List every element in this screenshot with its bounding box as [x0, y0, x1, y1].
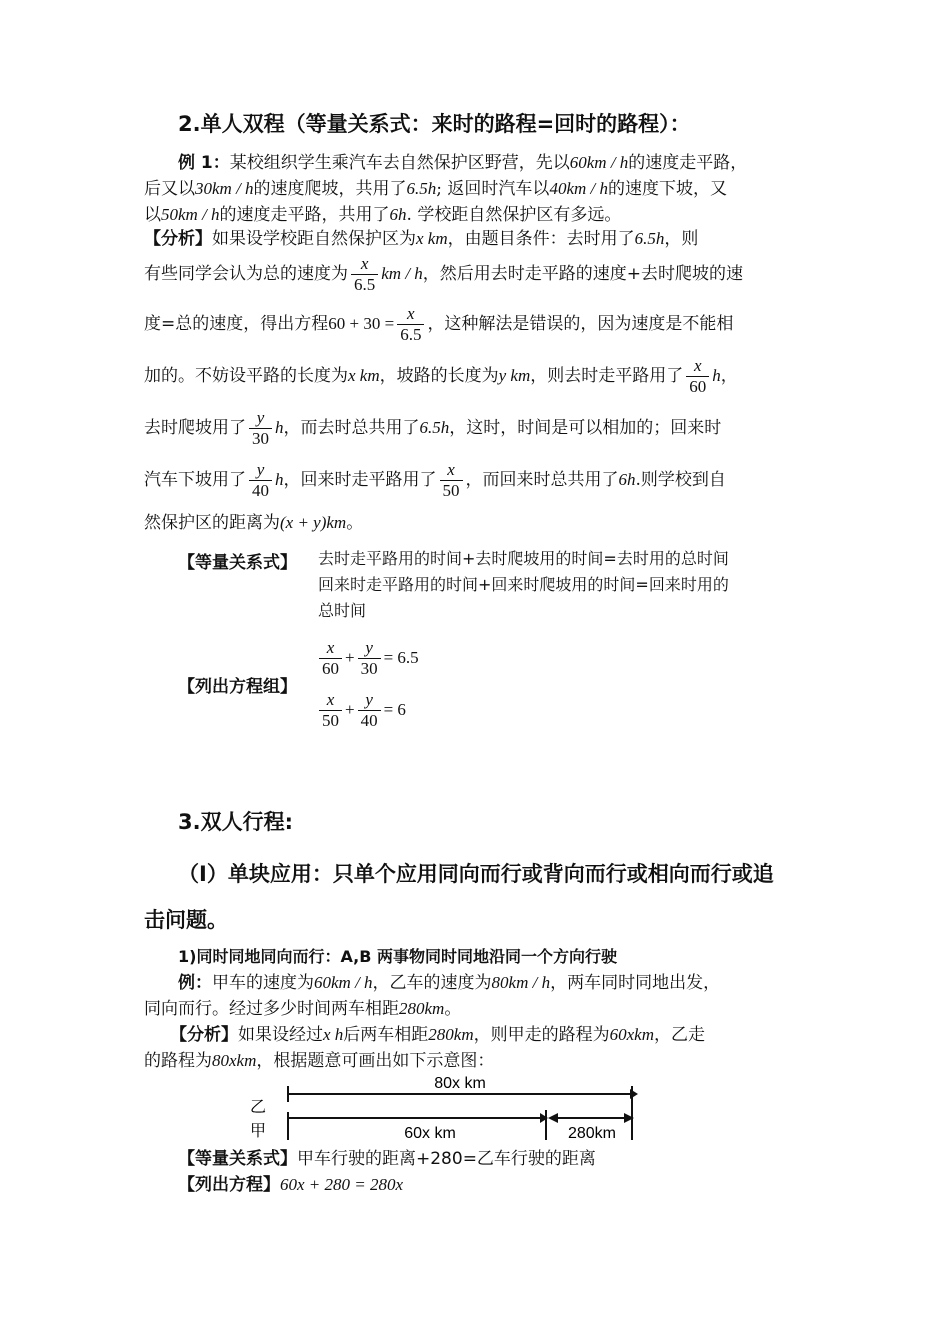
- label-jia: 甲: [250, 1121, 267, 1140]
- analysis-2-line-1: 【分析】如果设经过x h后两车相距280km，则甲走的路程为60xkm，乙走: [170, 1025, 705, 1045]
- label-yi: 乙: [250, 1097, 267, 1116]
- label-280: 280km: [567, 1125, 617, 1142]
- fraction-x-over-60: $\frac{x}{60}$: [686, 356, 709, 397]
- speed-50: 50km / h: [161, 205, 220, 224]
- analysis-line-5: 去时爬坡用了 $\frac{y}{30}$ h，而去时总共用了6.5h，这时，时间是可以相加的；回来时: [144, 408, 722, 448]
- example-1-line-1: 例 1：某校组织学生乘汽车去自然保护区野营，先以60km / h的速度走平路，: [178, 153, 748, 173]
- analysis-line-3: 度=总的速度，得出方程60 + 30 = $\frac{x}{6.5}$ ，这种解法是错误的，因为速度是不能相: [144, 304, 734, 344]
- fraction-x-over-6-5-b: $\frac{x}{6.5}$: [397, 304, 424, 345]
- speed-40: 40km / h: [549, 179, 608, 198]
- analysis-line-4: 加的。不妨设平路的长度为x km，坡路的长度为y km，则去时走平路用了 $\frac{x}{60}$ h，: [144, 356, 738, 396]
- example-2-line-2: 同向而行。经过多少时间两车相距280km。: [144, 999, 462, 1019]
- equal-relation-line-2: 回来时走平路用的时间+回来时爬坡用的时间=回来时用的: [318, 575, 729, 594]
- section-3-heading: 3.双人行程:: [178, 810, 293, 834]
- equal-relation-label: 【等量关系式】: [178, 553, 297, 573]
- arrow-280-head-left: [548, 1113, 558, 1123]
- analysis-label: 【分析】: [144, 229, 212, 249]
- fraction-y-over-40: $\frac{y}{40}$: [249, 460, 272, 501]
- fraction-y-over-30: $\frac{y}{30}$: [249, 408, 272, 449]
- label-60x: 60x km: [404, 1125, 456, 1142]
- example-1-line-2: 后又以30km / h的速度爬坡，共用了6.5h; 返回时汽车以40km / h的速度下坡，又: [144, 179, 727, 199]
- example-1-line-3: 以50km / h的速度走平路，共用了6h. 学校距自然保护区有多远。: [144, 205, 622, 225]
- equal-relation-line-3: 总时间: [318, 601, 367, 620]
- equation-2: $\frac{x}{50}$ + $\frac{y}{40}$ = 6: [316, 690, 406, 731]
- analysis-line-1: 【分析】如果设学校距自然保护区为x km，由题目条件：去时用了6.5h，则: [144, 229, 699, 249]
- example-label: 例 1：: [178, 153, 230, 173]
- equation-1: $\frac{x}{60}$ + $\frac{y}{30}$ = 6.5: [316, 638, 419, 679]
- analysis-line-7: 然保护区的距离为(x + y)km。: [144, 513, 364, 533]
- analysis-line-6: 汽车下坡用了 $\frac{y}{40}$ h，回来时走平路用了 $\frac{x}{50}$ ，而回来时总共用了6h.则学校到自: [144, 460, 726, 500]
- example-2-line-1: 例：甲车的速度为60km / h，乙车的速度为80km / h，两车同时同地出发，: [178, 973, 721, 993]
- analysis-2-line-2: 的路程为80xkm，根据题意可画出如下示意图：: [144, 1051, 495, 1071]
- equation-system-label: 【列出方程组】: [178, 677, 297, 697]
- fraction-x-over-50: $\frac{x}{50}$: [440, 460, 463, 501]
- label-80x: 80x km: [434, 1075, 486, 1092]
- distance-diagram: [240, 1070, 660, 1150]
- section-3-subheading-line-1: （Ⅰ）单块应用：只单个应用同向而行或背向而行或相向而行或追: [178, 862, 774, 886]
- time-6: 6h: [389, 205, 407, 224]
- section-2-heading: 2.单人双程（等量关系式：来时的路程=回时的路程）：: [178, 112, 691, 136]
- speed-30: 30km / h: [195, 179, 254, 198]
- section-3-subheading-line-2: 击问题。: [144, 908, 228, 932]
- equal-relation-line-1: 去时走平路用的时间+去时爬坡用的时间=去时用的总时间: [318, 549, 729, 568]
- item-1-heading: 1)同时同地同向而行：A,B 两事物同时同地沿同一个方向行驶: [178, 947, 617, 966]
- time-6-5: 6.5h: [406, 179, 437, 198]
- analysis-line-2: 有些同学会认为总的速度为 $\frac{x}{6.5}$ km / h，然后用去时走平路的速度+去时爬坡的速: [144, 254, 744, 294]
- speed-60: 60km / h: [569, 153, 629, 172]
- equation-3: 【列出方程】60x + 280 = 280x: [178, 1175, 404, 1195]
- fraction-x-over-6-5: $\frac{x}{6.5}$: [351, 254, 378, 295]
- equal-relation-2: 【等量关系式】甲车行驶的距离+280=乙车行驶的距离: [178, 1149, 596, 1169]
